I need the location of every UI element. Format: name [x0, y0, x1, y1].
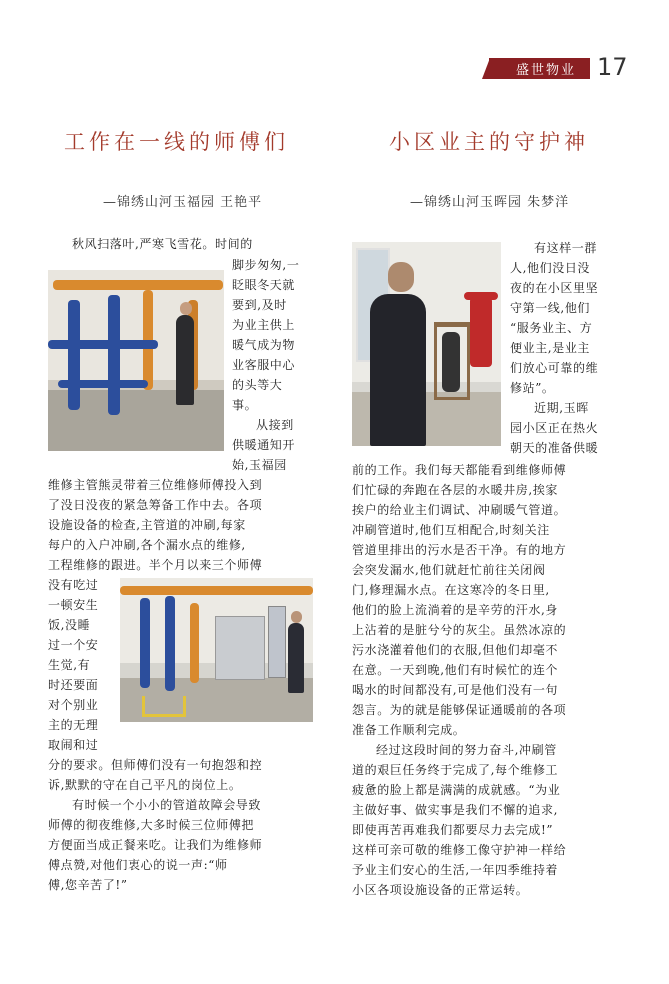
left-text-beside-photo1: 脚步匆匆,一 眨眼冬天就 要到,及时 为业主供上 暖气成为物 业客服中心 的头等大 事。 从接到 供暖通知开 始,玉福园: [232, 258, 300, 472]
right-text-beside-photo: 有这样一群 人,他们没日没 夜的在小区里坚 守第一线,他们 “服务业主、方 便业主,是业主 们放心可靠的维 修站”。 近期,玉晖 园小区正在热火 朝天的准备供暖: [510, 241, 599, 455]
right-article-byline: —锦绣山河玉晖园 朱梦洋: [410, 195, 570, 210]
magazine-name: 盛世物业: [515, 63, 576, 78]
boiler-room-photo: [48, 270, 224, 451]
left-article-title: 工作在一线的师傅们: [64, 130, 289, 154]
left-text-bottom: 分的要求。但师傅们没有一句抱怨和控 诉,默默的守在自己平凡的岗位上。 有时候一个小小的管道故障会导致 师傅的彻夜维修,大多时候三位师傅把 方便面当成正餐来吃。让我们为维修师 傅点赞,对他们衷心的说一声:“师 傅,您辛苦了!”: [48, 758, 263, 892]
left-text-top: 秋风扫落叶,严寒飞雪花。时间的: [72, 237, 253, 251]
right-article-title: 小区业主的守护神: [389, 130, 589, 154]
header-band: [489, 58, 590, 79]
left-text-middle: 维修主管熊灵带着三位维修师傅投入到 了没日没夜的紧急筹备工作中去。各项 设施设备的检查,主管道的冲刷,每家 每户的入户冲刷,各个漏水点的维修, 工程维修的跟进。半个月以来三个师傅: [48, 478, 263, 572]
page-number: 17: [597, 53, 628, 81]
valve-repair-photo: [352, 242, 501, 446]
right-text-full: 前的工作。我们每天都能看到维修师傅 们忙碌的奔跑在各层的水暖井房,挨家 挨户的给业主们调试、冲刷暖气管道。 冲刷管道时,他们互相配合,时刻关注 管道里排出的污水是否干净。有的地方 会突发漏水,他们就赶忙前往关闭阀 门,修理漏水点。在这寒冷的冬日里, 他们的脸上流淌着的是辛劳的汗水,身 上沾着的是脏兮兮的灰尘。虽然冰凉的 污水浇灌着他们的衣服,但他们却毫不 在意。一天到晚,他们有时候忙的连个 喝水的时间都没有,可是他们没有一句 怨言。为的就是能够保证通暖前的各项 准备工作顺利完成。 经过这段时间的努力奋斗,冲刷管 道的艰巨任务终于完成了,每个维修工 疲惫的脸上都是满满的成就感。“为业 主做好事、做实事是我们不懈的追求, 即使再苦再难我们都要尽力去完成!” 这样可亲可敬的维修工像守护神一样给 予业主们安心的生活,一年四季维持着 小区各项设施设备的正常运转。: [352, 463, 567, 897]
machine-room-photo: [120, 578, 313, 722]
left-article-byline: —锦绣山河玉福园 王艳平: [103, 195, 263, 210]
left-text-beside-photo2: 没有吃过 一顿安生 饭,没睡 过一个安 生觉,有 时还要面 对个别业 主的无理 取闹和过: [48, 578, 99, 752]
